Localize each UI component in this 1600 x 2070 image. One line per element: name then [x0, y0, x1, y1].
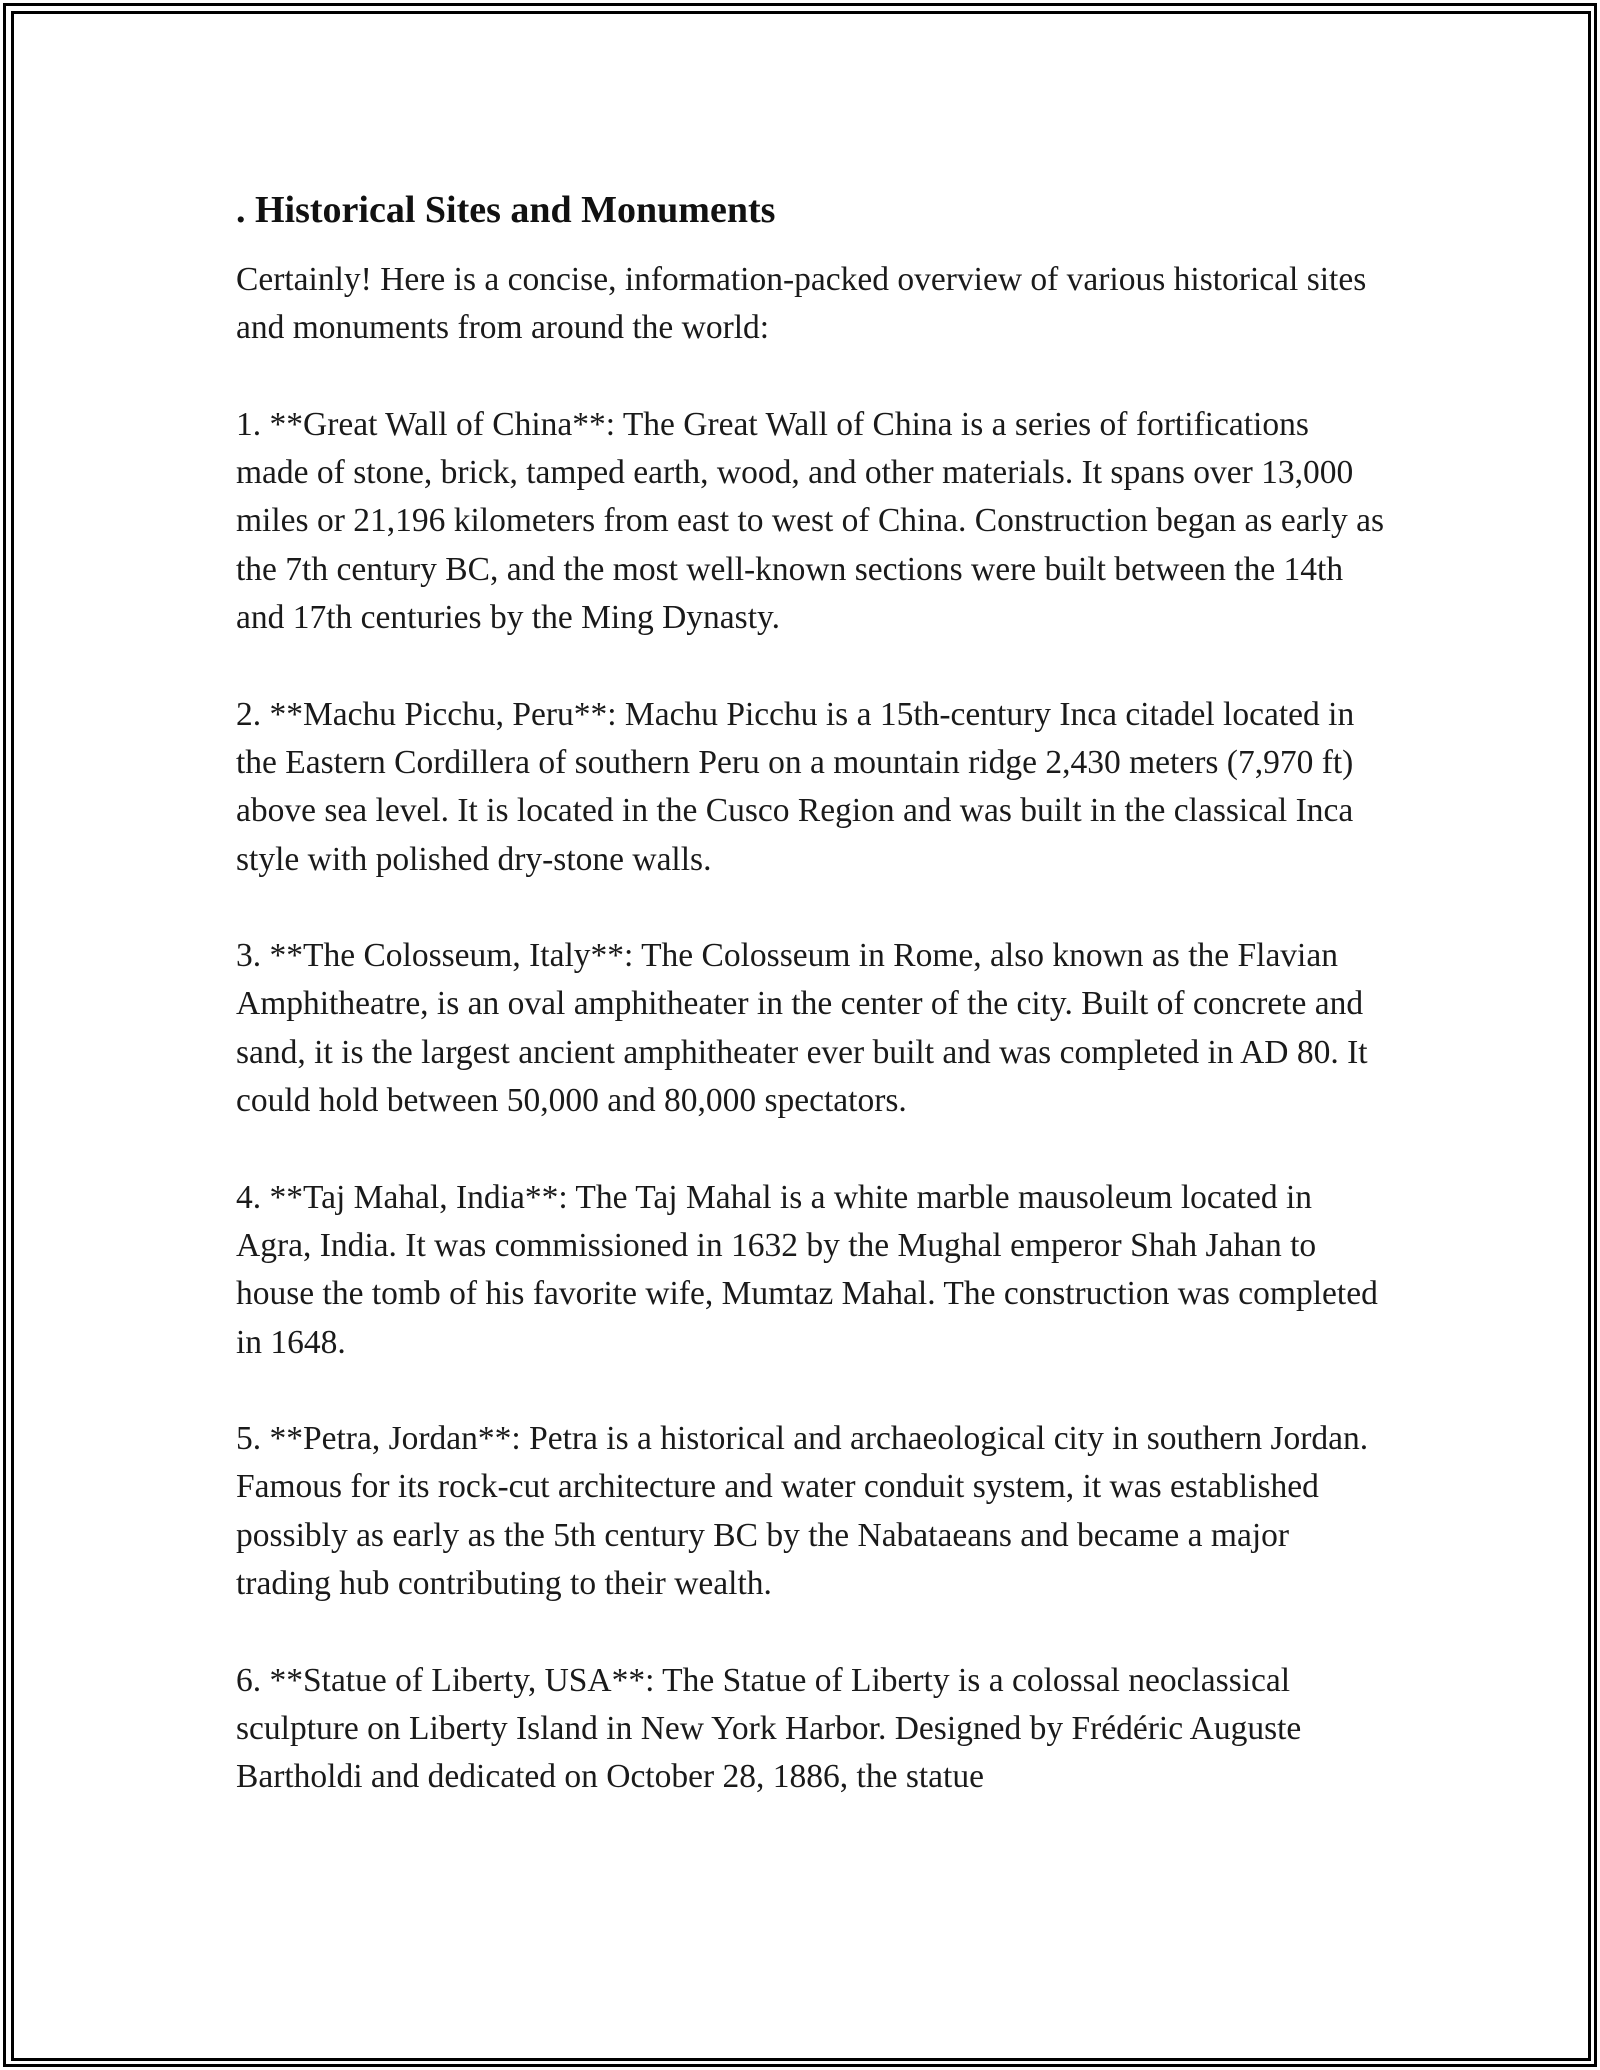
- list-item-great-wall: 1. **Great Wall of China**: The Great Wall of China is a series of fortifications made of stone, brick, tamped earth, wood, and other materials. It spans over 13,000 miles or 21,196 kilometers from east to west of China. Construction began as early as the 7th century BC, and the most well-known sections were built between the 14th and 17th centuries by the Ming Dynasty.: [236, 405, 1385, 637]
- document-body: [236, 186, 1386, 1850]
- document-title: . Historical Sites and Monuments: [236, 189, 776, 231]
- list-item-machu-picchu: 2. **Machu Picchu, Peru**: Machu Picchu is a 15th-century Inca citadel located in the Eastern Cordillera of southern Peru on a mountain ridge 2,430 meters (7,970 ft) above sea level. It is located in the Cusco Region and was built in the classical Inca style with polished dry-stone walls.: [236, 695, 1355, 878]
- list-item-colosseum: 3. **The Colosseum, Italy**: The Colosseum in Rome, also known as the Flavian Amphitheatre, is an oval amphitheater in the center of the city. Built of concrete and sand, it is the largest ancient amphitheater ever built and was completed in AD 80. It could hold between 50,000 and 80,000 spectators.: [236, 937, 1368, 1120]
- intro-paragraph: Certainly! Here is a concise, information-packed overview of various historical sites and monuments from around the world:: [236, 261, 1367, 347]
- list-item-statue-of-liberty: 6. **Statue of Liberty, USA**: The Statue of Liberty is a colossal neoclassical sculpture on Liberty Island in New York Harbor. Designed by Frédéric Auguste Bartholdi and dedicated on October 28, 1886, the statue: [236, 1661, 1302, 1796]
- list-item-taj-mahal: 4. **Taj Mahal, India**: The Taj Mahal is a white marble mausoleum located in Agra, India. It was commissioned in 1632 by the Mughal emperor Shah Jahan to house the tomb of his favorite wife, Mumtaz Mahal. The construction was completed in 1648.: [236, 1178, 1378, 1361]
- list-item-petra: 5. **Petra, Jordan**: Petra is a historical and archaeological city in southern Jordan. Famous for its rock-cut architecture and water conduit system, it was established possibly as early as the 5th century BC by the Nabataeans and became a major trading hub contributing to their wealth.: [236, 1420, 1369, 1603]
